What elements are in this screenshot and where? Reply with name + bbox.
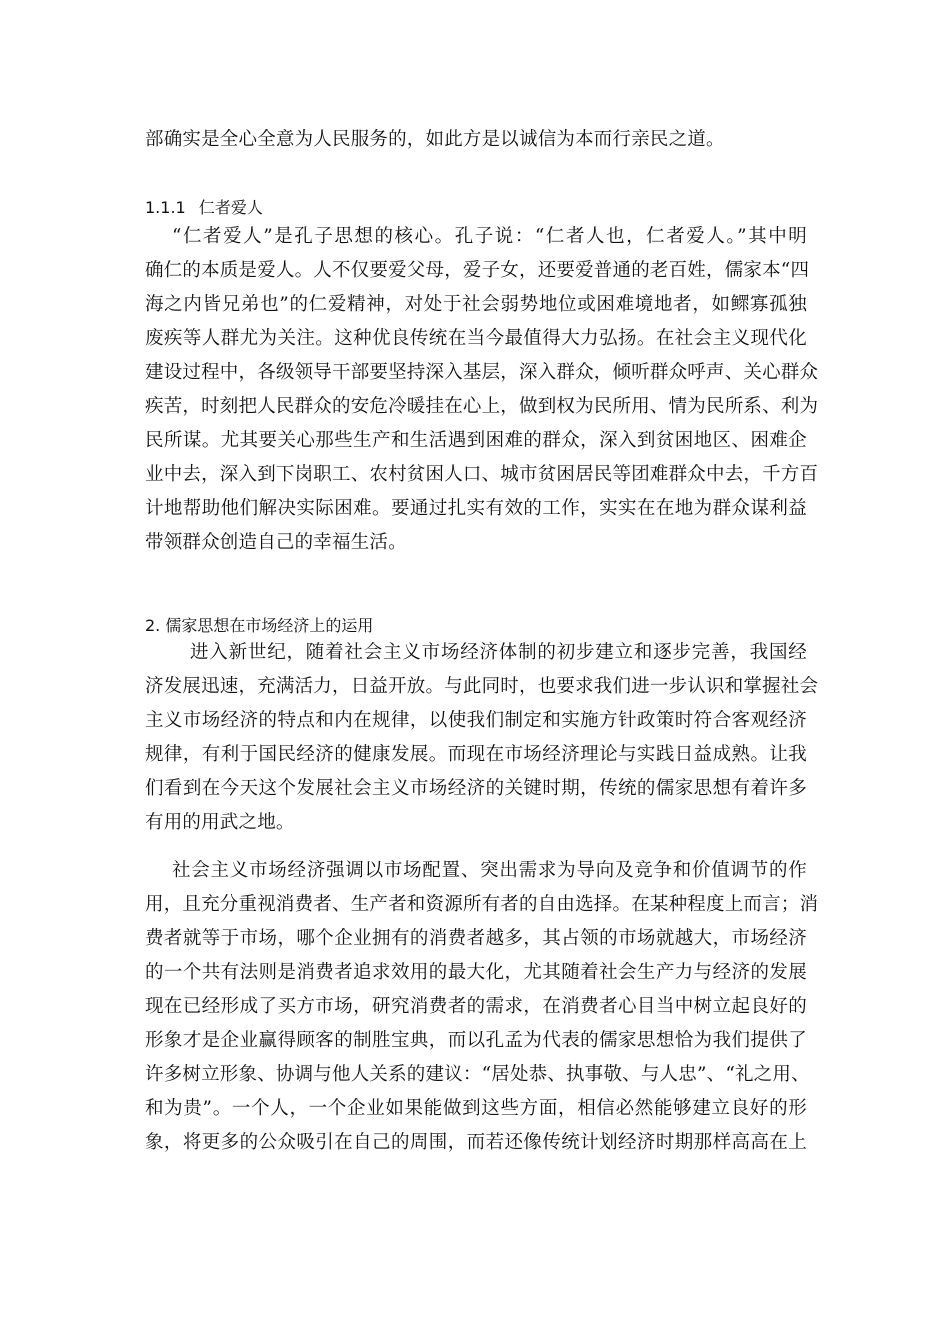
paragraph-line: 计地帮助他们解决实际困难。要通过扎实有效的工作，实实在在地为群众谋利益	[145, 498, 807, 519]
section-heading-1-1-1	[145, 197, 263, 219]
paragraph-line: 形象才是企业赢得顾客的制胜宝典，而以孔孟为代表的儒家思想恰为我们提供了	[145, 1030, 807, 1051]
paragraph-line: 建设过程中，各级领导干部要坚持深入基层，深入群众，倾听群众呼声、关心群众	[145, 362, 819, 383]
paragraph-line: 许多树立形象、协调与他人关系的建议：“居处恭、执事敬、与人忠”、“礼之用、	[145, 1064, 810, 1085]
paragraph-line: 带领群众创造自己的幸福生活。	[145, 532, 407, 553]
paragraph-line: 现在已经形成了买方市场，研究消费者的需求，在消费者心目当中树立起良好的	[145, 996, 807, 1017]
paragraph-line: 业中去，深入到下岗职工、农村贫困人口、城市贫困居民等团难群众中去，千方百	[145, 464, 819, 485]
paragraph-line: 确仁的本质是爱人。人不仅要爱父母，爱子女，还要爱普通的老百姓，儒家本“四	[145, 260, 810, 281]
paragraph-line: 们看到在今天这个发展社会主义市场经济的关键时期，传统的儒家思想有着许多	[145, 778, 807, 799]
paragraph-line: 进入新世纪，随着社会主义市场经济体制的初步建立和逐步完善，我国经	[190, 642, 807, 663]
section-number: 1.1.1	[145, 198, 186, 217]
intro-line: 部确实是全心全意为人民服务的，如此方是以诚信为本而行亲民之道。	[145, 129, 725, 150]
paragraph-line: 象，将更多的公众吸引在自己的周围，而若还像传统计划经济时期那样高高在上	[145, 1132, 807, 1153]
paragraph-line: 的一个共有法则是消费者追求效用的最大化，尤其随着社会生产力与经济的发展	[145, 962, 807, 983]
paragraph-line: 济发展迅速，充满活力，日益开放。与此同时，也要求我们进一步认识和掌握社会	[145, 676, 819, 697]
paragraph-line: 主义市场经济的特点和内在规律，以使我们制定和实施方针政策时符合客观经济	[145, 710, 807, 731]
paragraph-line: 和为贵”。一个人，一个企业如果能做到这些方面，相信必然能够建立良好的形	[145, 1098, 807, 1119]
paragraph-line: “仁者爱人”是孔子思想的核心。孔子说：“仁者人也，仁者爱人。”其中明	[172, 226, 807, 247]
paragraph-line: 用，且充分重视消费者、生产者和资源所有者的自由选择。在某种程度上而言；消	[145, 894, 819, 915]
paragraph-line: 民所谋。尤其要关心那些生产和生活遇到困难的群众，深入到贫困地区、困难企	[145, 430, 807, 451]
paragraph-line: 海之内皆兄弟也”的仁爱精神，对处于社会弱势地位或困难境地者，如鳏寡孤独	[145, 294, 807, 315]
paragraph-line: 社会主义市场经济强调以市场配置、突出需求为导向及竞争和价值调节的作	[172, 860, 807, 881]
section-heading-2: 2. 儒家思想在市场经济上的运用	[145, 616, 374, 635]
paragraph-line: 有用的用武之地。	[145, 812, 295, 833]
paragraph-line: 规律，有利于国民经济的健康发展。而现在市场经济理论与实践日益成熟。让我	[145, 744, 807, 765]
paragraph-line: 疾苦，时刻把人民群众的安危冷暖挂在心上，做到权为民所用、情为民所系、利为	[145, 396, 819, 417]
paragraph-line: 费者就等于市场，哪个企业拥有的消费者越多，其占领的市场就越大，市场经济	[145, 928, 807, 949]
section-title: 仁者爱人	[198, 198, 263, 217]
paragraph-line: 废疾等人群尤为关注。这种优良传统在当今最值得大力弘扬。在社会主义现代化	[145, 328, 807, 349]
